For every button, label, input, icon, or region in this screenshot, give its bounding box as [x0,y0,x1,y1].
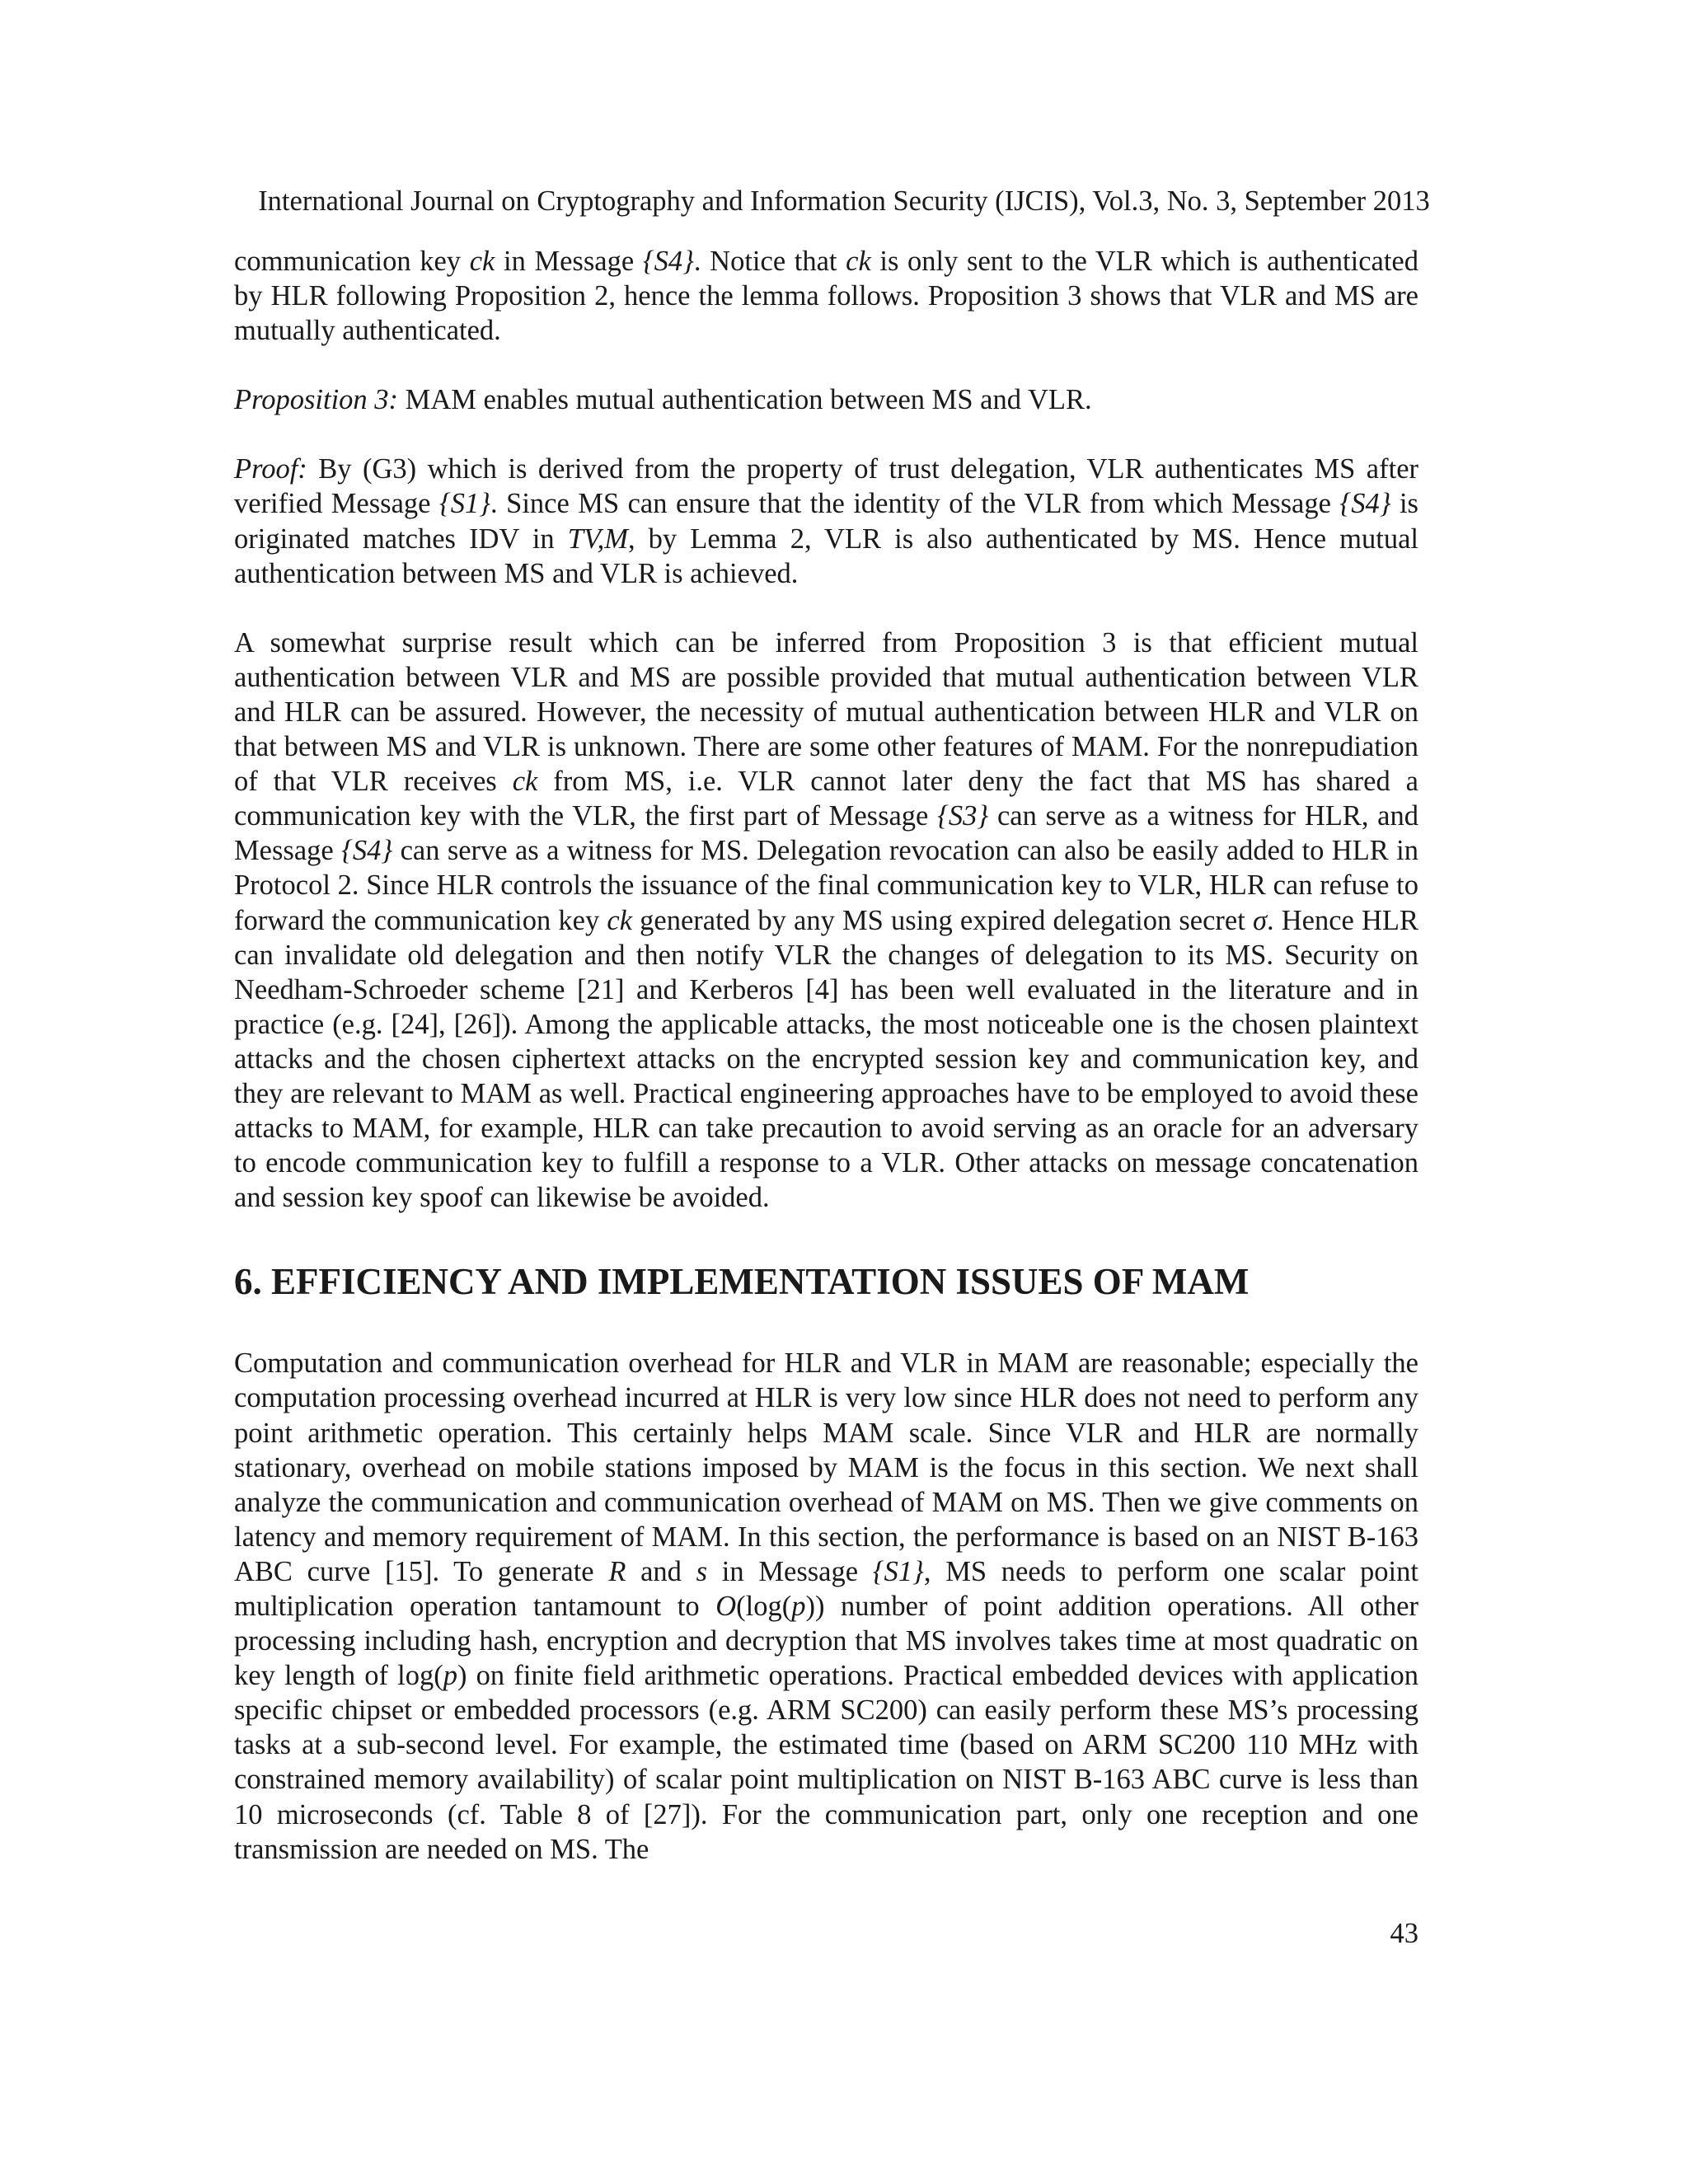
text-run: can serve as a witness for HLR, and Message [234,800,1418,867]
page-body [234,244,1418,1867]
text-run: communication key [234,246,470,277]
variable-ck: ck [846,246,871,277]
text-run: and [626,1555,696,1587]
text-run: can serve as a witness for MS. Delegation revocation can also be easily added to HLR in Protocol 2. Since HLR controls the issuance of the final communication key to VLR, HLR can refuse to forward the communication key [234,835,1418,936]
text-run: A somewhat surprise result which can be inferred from Proposition 3 is that efficient mutual authentication between VLR and MS are possible provided that mutual authentication between VLR and HLR can be assured. However, the necessity of mutual authentication between HLR and VLR on that between MS and VLR is unknown. There are some other features of MAM. For the nonrepudiation of that VLR receives [234,626,1418,798]
variable-ck: ck [512,766,538,798]
paragraph-lemma-conclusion [234,244,1418,348]
text-run: in Message [707,1555,873,1587]
variable-ck: ck [607,904,633,936]
text-run: . Since MS can ensure that the identity of the VLR from which Message [490,488,1340,520]
text-run: from MS, i.e. VLR cannot later deny the fact that MS has shared a communication key with the VLR, the first part of Message [234,766,1418,832]
big-o: O [715,1591,737,1622]
variable-tvm: TV,M [567,523,628,555]
message-s1: {S1} [872,1555,924,1587]
running-header: International Journal on Cryptography and Information Security (IJCIS), Vol.3, No. 3, September 2013 [258,185,1430,217]
message-s4: {S4} [1339,488,1391,520]
variable-ck: ck [469,246,495,277]
proposition-3 [234,382,1418,417]
proposition-label: Proposition 3: [234,384,399,416]
message-s3: {S3} [937,800,989,832]
paragraph-discussion [234,626,1418,1216]
proof-paragraph [234,452,1418,590]
text-run: , by Lemma 2, VLR is also authenticated by MS. Hence mutual authentication between MS and VLR is achieved. [234,523,1418,589]
text-run: . Hence HLR can invalidate old delegation and then notify VLR the changes of delegation to its MS. Security on Needham-Schroeder scheme [21] and Kerberos [4] has been well evaluated in the literature and in practice (e.g. [24], [26]). Among the applicable attacks, the most noticeable one is the chosen plaintext attacks and the chosen ciphertext attacks on the encrypted session key and communication key, and they are relevant to MAM as well. Practical engineering approaches have to be employed to avoid these attacks to MAM, for example, HLR can take precaution to avoid serving as an oracle for an adversary to encode communication key to fulfill a response to a VLR. Other attacks on message concatenation and session key spoof can likewise be avoided. [234,904,1418,1214]
text-run: in Message [495,246,643,277]
proof-label: Proof: [234,453,307,485]
text-run: generated by any MS using expired delegation secret [632,904,1253,936]
section-heading: 6. EFFICIENCY AND IMPLEMENTATION ISSUES OF MAM [234,1261,1250,1303]
variable-r: R [608,1555,626,1587]
text-run: By (G3) which is derived from the property of trust delegation, VLR authenticates MS after verified Message [234,453,1418,520]
text-run: )) number of point addition operations. All other processing including hash, encryption and decryption that MS involves takes time at most quadratic on key length of log( [234,1591,1418,1692]
page-number: 43 [1390,1918,1418,1949]
variable-p: p [791,1591,806,1622]
text-run: , MS needs to perform one scalar point multiplication operation tantamount to [234,1555,1418,1622]
paragraph-efficiency [234,1346,1418,1866]
text-run: is only sent to the VLR which is authenticated by HLR following Proposition 2, hence the lemma follows. Proposition 3 shows that VLR and MS are mutually authenticated. [234,246,1418,347]
variable-sigma: σ [1252,904,1267,936]
message-s1: {S1} [438,488,491,520]
message-s4: {S4} [642,246,694,277]
text-run: . Notice that [693,246,846,277]
proposition-text: MAM enables mutual authentication between MS and VLR. [398,384,1092,416]
variable-s: s [696,1555,708,1587]
variable-p: p [443,1660,457,1692]
text-run: ) on finite field arithmetic operations. Practical embedded devices with application specific chipset or embedded processors (e.g. ARM SC200) can easily perform these MS’s processing tasks at a sub-second level. For example, the estimated time (based on ARM SC200 110 MHz with constrained memory availability) of scalar point multiplication on NIST B-163 ABC curve is less than 10 microseconds (cf. Table 8 of [27]). For the communication part, only one reception and one transmission are needed on MS. The [234,1660,1419,1865]
message-s4: {S4} [341,835,393,867]
text-run: Computation and communication overhead for HLR and VLR in MAM are reasonable; especially the computation processing overhead incurred at HLR is very low since HLR does not need to perform any point arithmetic operation. This certainly helps MAM scale. Since VLR and HLR are normally stationary, overhead on mobile stations imposed by MAM is the focus in this section. We next shall analyze the communication and communication overhead of MAM on MS. Then we give comments on latency and memory requirement of MAM. In this section, the performance is based on an NIST B-163 ABC curve [15]. To generate [234,1347,1418,1587]
text-run: (log( [736,1591,792,1622]
text-run: is originated matches IDV in [234,488,1418,555]
